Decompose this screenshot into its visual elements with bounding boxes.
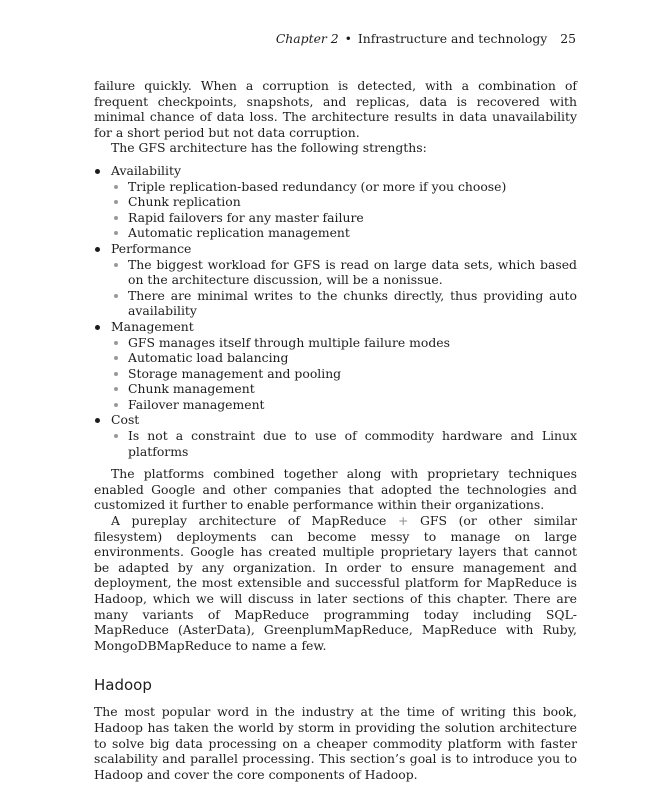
list-subitem: Rapid failovers for any master failure [94,210,577,226]
plus-sign: + [386,513,420,529]
pureplay-text-end: GFS (or other similar filesystem) deployments can become messy to manage on large environments. Google has created multiple proprietary layers that cannot be adapted by any organization. In order to ensure management and deployment, the most extensible and successful platform for MapReduce is Hadoop, which we will discuss in later sections of this chapter. There are many variants of MapReduce programming today including SQL-MapReduce (AsterData), GreenplumMapReduce, MapReduce with Ruby, MongoDBMapReduce to name a few. [94,513,578,653]
chapter-label: Chapter 2 [275,31,339,46]
paragraph-failure-recovery: failure quickly. When a corruption is detected, with a combination of frequent checkpoints, snapshots, and replicas, data is recovered with minimal chance of data loss. The architecture results in data unavailability for a short period but not data corruption. [94,78,577,140]
list-subitem: Triple replication-based redundancy (or more if you choose) [94,179,577,195]
section-title: Infrastructure and technology [357,31,548,46]
section-heading-hadoop: Hadoop [94,676,152,695]
paragraph-hadoop-intro: The most popular word in the industry at the time of writing this book, Hadoop has taken the world by storm in providing the solution architecture to solve big data processing on a cheaper commodity platform with faster scalability and parallel processing. This section’s goal is to introduce you to Hadoop and cover the core components of Hadoop. [94,704,577,782]
list-subitem: Automatic load balancing [94,350,577,366]
paragraph-strengths-intro: The GFS architecture has the following strengths: [111,140,427,156]
paragraph-platforms: The platforms combined together along with proprietary techniques enabled Google and other companies that adopted the technologies and customized it further to enable performance within their organizations. [94,466,577,513]
list-subitem: Automatic replication management [94,225,577,241]
list-item: Management [94,319,577,335]
body-text [94,78,577,782]
list-item: Availability [94,163,577,179]
pureplay-text-start: A pureplay architecture of MapReduce [111,513,387,529]
list-subitem: GFS manages itself through multiple failure modes [94,335,577,351]
page-number: 25 [560,31,576,46]
list-subitem: Chunk management [94,381,577,397]
list-subitem: Chunk replication [94,194,577,210]
list-subitem: Is not a constraint due to use of commodity hardware and Linux platforms [94,428,577,459]
list-item: Performance [94,241,577,257]
list-subitem: There are minimal writes to the chunks directly, thus providing auto availability [94,288,577,319]
list-subitem: The biggest workload for GFS is read on large data sets, which based on the architecture discussion, will be a nonissue. [94,257,577,288]
header-separator: • [344,31,352,46]
strengths-list [94,163,577,459]
paragraph-pureplay [94,513,577,653]
list-subitem: Failover management [94,397,577,413]
list-subitem: Storage management and pooling [94,366,577,382]
running-header [276,31,576,46]
list-item: Cost [94,412,577,428]
